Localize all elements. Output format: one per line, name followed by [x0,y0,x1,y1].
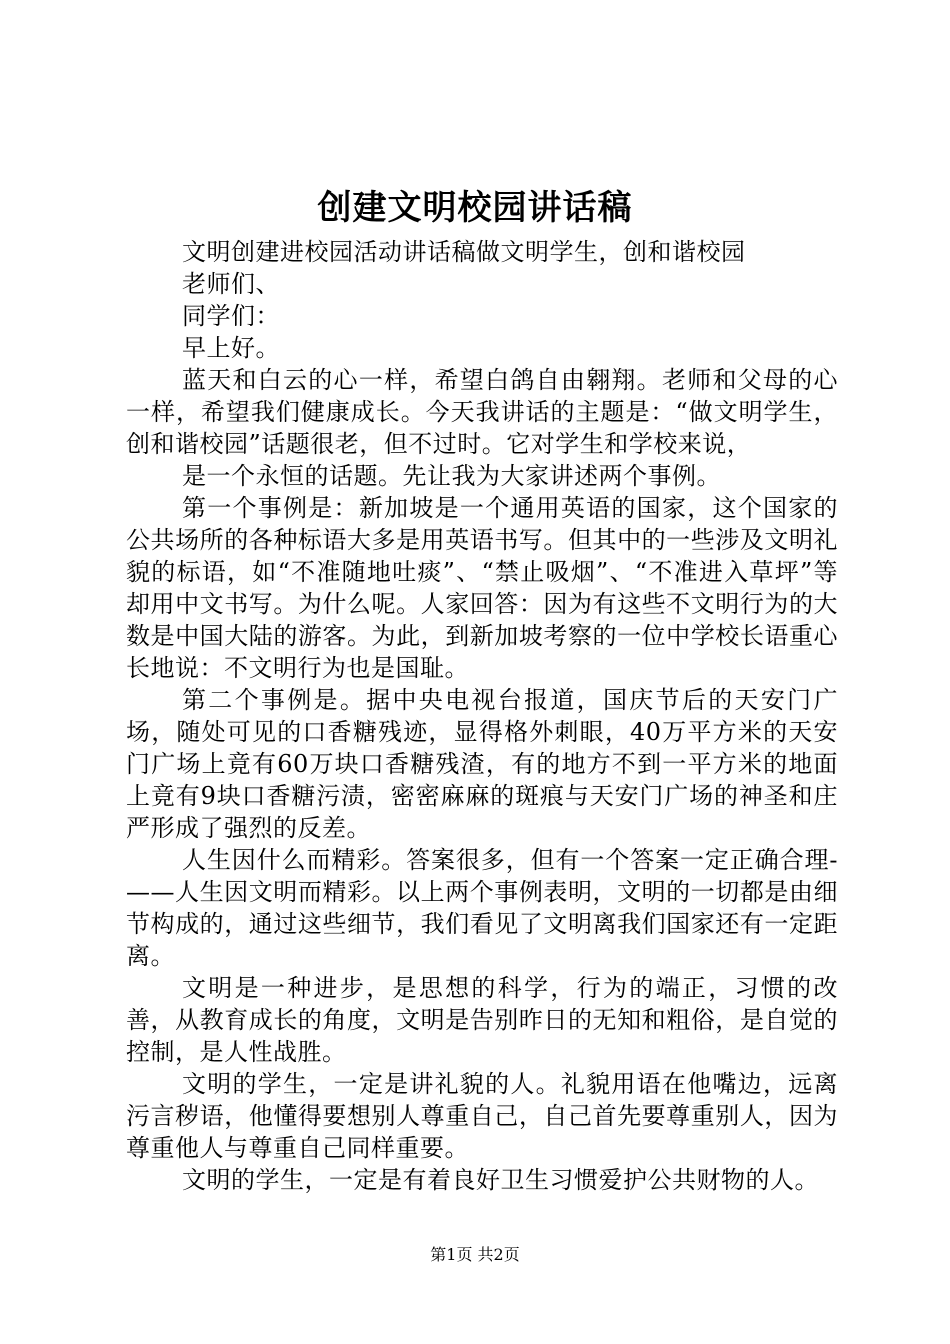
paragraph: 早上好。 [182,334,280,362]
paragraph: 文明的学生，一定是有着良好卫生习惯爱护公共财物的人。 [182,1166,819,1194]
document-title: 创建文明校园讲话稿 [317,188,633,228]
paragraph: 文明是一种进步，是思想的科学，行为的端正，习惯的改善，从教育成长的角度，文明是告别昨日的无知和粗俗，是自觉的控制，是人性战胜。 [126,974,838,1066]
paragraph: 第一个事例是：新加坡是一个通用英语的国家，这个国家的公共场所的各种标语大多是用英语书写。但其中的一些涉及文明礼貌的标语，如“不准随地吐痰”、“禁止吸烟”、“不准进入草坪”等却用中文书写。为什么呢。人家回答：因为有这些不文明行为的大数是中国大陆的游客。为此，到新加坡考察的一位中学校长语重心长地说：不文明行为也是国耻。 [126,494,838,682]
paragraph: 第二个事例是。据中央电视台报道，国庆节后的天安门广场，随处可见的口香糖残迹，显得格外刺眼，40万平方米的天安门广场上竟有60万块口香糖残渣，有的地方不到一平方米的地面上竟有9块口香糖污渍，密密麻麻的斑痕与天安门广场的神圣和庄严形成了强烈的反差。 [126,686,838,842]
paragraph: 老师们、 [182,270,280,298]
paragraph: 是一个永恒的话题。先让我为大家讲述两个事例。 [182,462,721,490]
page-footer: 第1页 共2页 [430,1245,520,1264]
document-body [126,236,838,1196]
paragraph: 同学们： [182,302,280,330]
paragraph: 文明的学生，一定是讲礼貌的人。礼貌用语在他嘴边，远离污言秽语，他懂得要想别人尊重自己，自己首先要尊重别人，因为尊重他人与尊重自己同样重要。 [126,1070,838,1162]
paragraph: 文明创建进校园活动讲话稿做文明学生，创和谐校园 [182,238,746,266]
paragraph: 蓝天和白云的心一样，希望白鸽自由翱翔。老师和父母的心一样，希望我们健康成长。今天我讲话的主题是：“做文明学生，创和谐校园”话题很老，但不过时。它对学生和学校来说， [126,366,838,458]
paragraph: 人生因什么而精彩。答案很多，但有一个答案一定正确合理-——人生因文明而精彩。以上两个事例表明，文明的一切都是由细节构成的，通过这些细节，我们看见了文明离我们国家还有一定距离。 [126,846,838,970]
